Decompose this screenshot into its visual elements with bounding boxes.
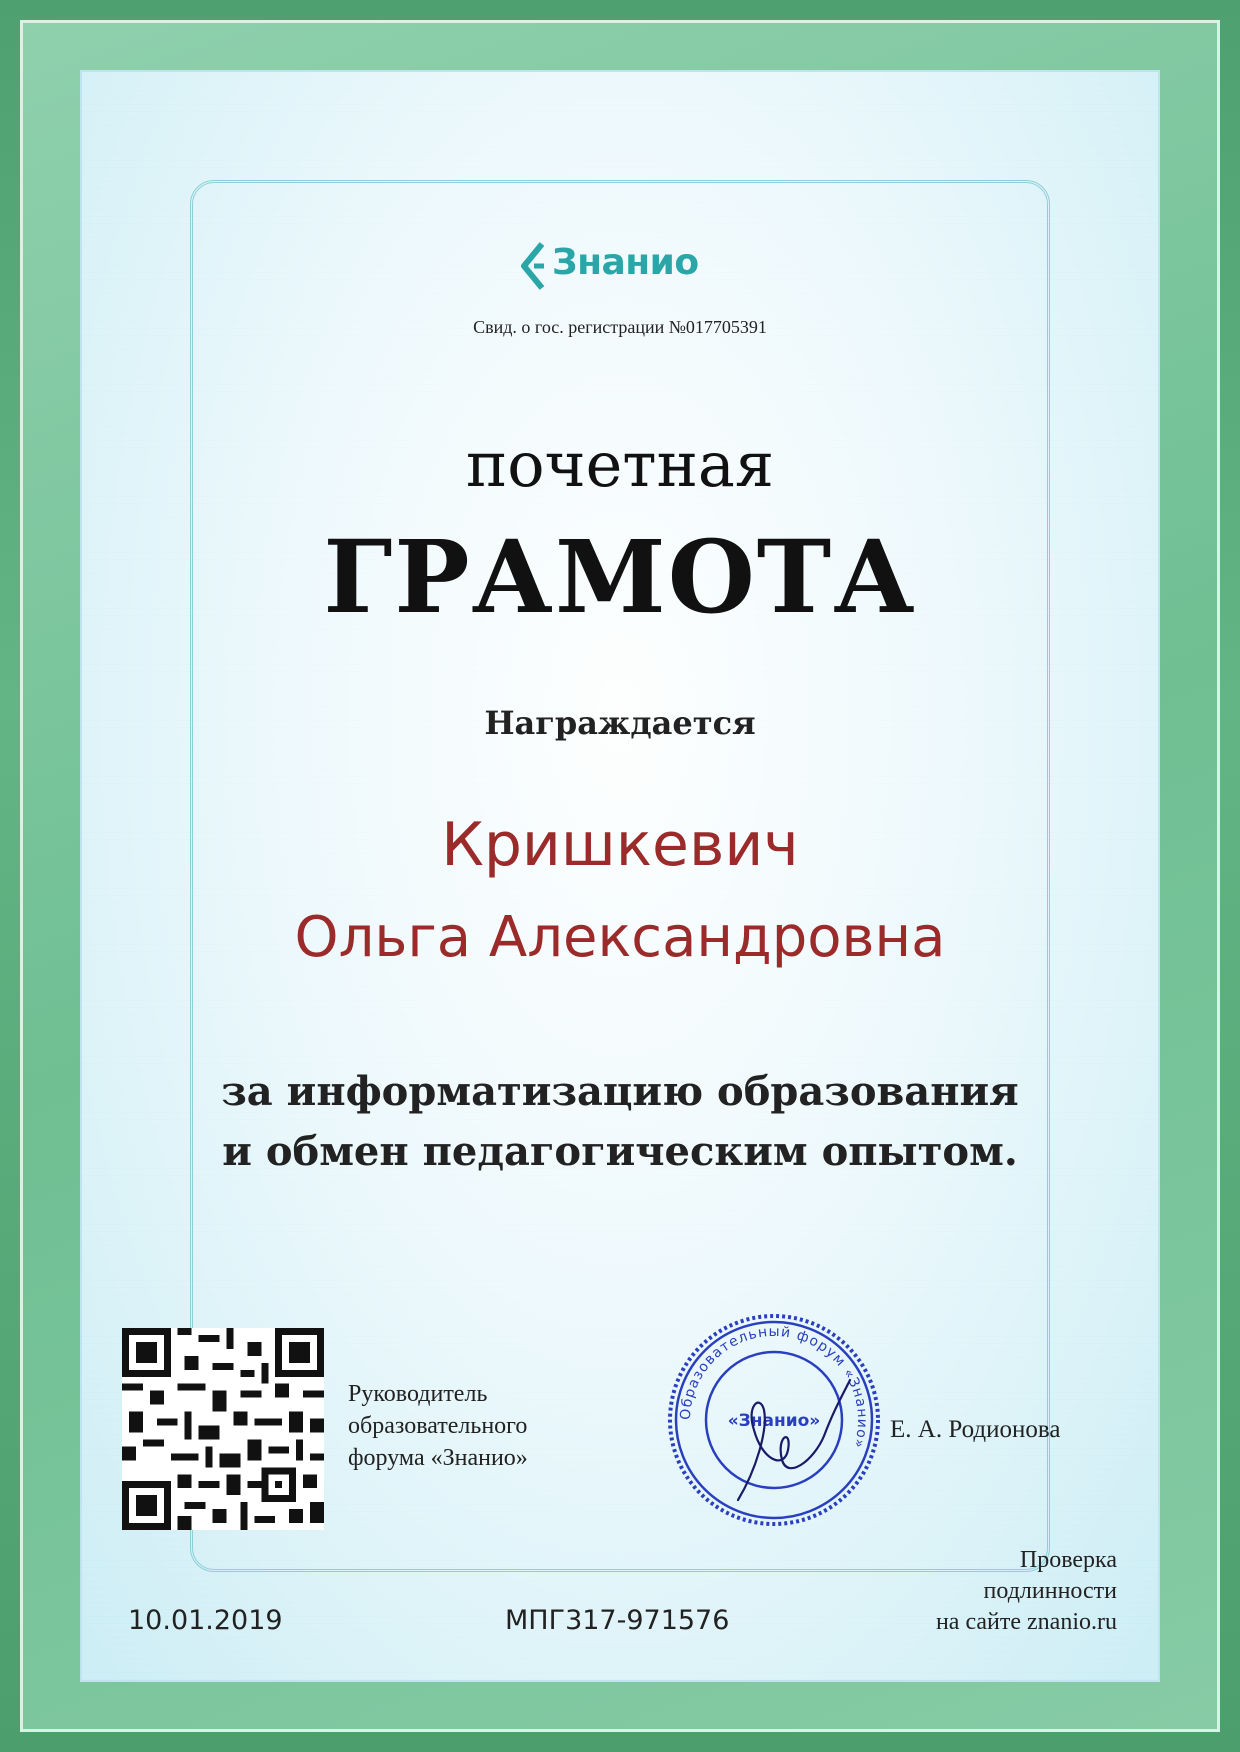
logo-text: Знанио (552, 242, 699, 283)
head-caption-line-2: образовательного (348, 1413, 528, 1439)
znanio-logo (520, 238, 730, 294)
head-of-forum-caption (348, 1378, 528, 1474)
recipient-surname: Кришкевич (441, 810, 799, 880)
official-stamp (664, 1310, 884, 1530)
head-caption-line-1: Руководитель (348, 1381, 488, 1407)
verify-line-2: подлинности (983, 1578, 1117, 1604)
signature (738, 1380, 850, 1500)
award-reason-line-2: и обмен педагогическим опытом. (222, 1128, 1018, 1175)
authenticity-check-note (857, 1545, 1117, 1638)
title-line-1: почетная (465, 428, 775, 501)
verify-line-1: Проверка (1019, 1547, 1117, 1573)
qr-code (122, 1328, 324, 1530)
certificate-code: МПГ317-971576 (505, 1605, 730, 1636)
stamp-ring-text: Образовательный форум «Знанио» (677, 1323, 871, 1451)
verify-line-3: на сайте znanio.ru (935, 1609, 1117, 1635)
head-caption-line-3: форума «Знанио» (348, 1445, 528, 1471)
award-reason-line-1: за информатизацию образования (221, 1068, 1019, 1115)
certificate-title: ГРАМОТА (323, 518, 917, 636)
issue-date: 10.01.2019 (128, 1605, 283, 1636)
stamp-center-text: «Знанио» (727, 1411, 821, 1431)
signer-name: Е. А. Родионова (890, 1416, 1061, 1443)
registration-number: Свид. о гос. регистрации №017705391 (473, 317, 767, 337)
recipient-given-names: Ольга Александровна (294, 905, 946, 970)
awarded-label: Награждается (484, 704, 756, 742)
